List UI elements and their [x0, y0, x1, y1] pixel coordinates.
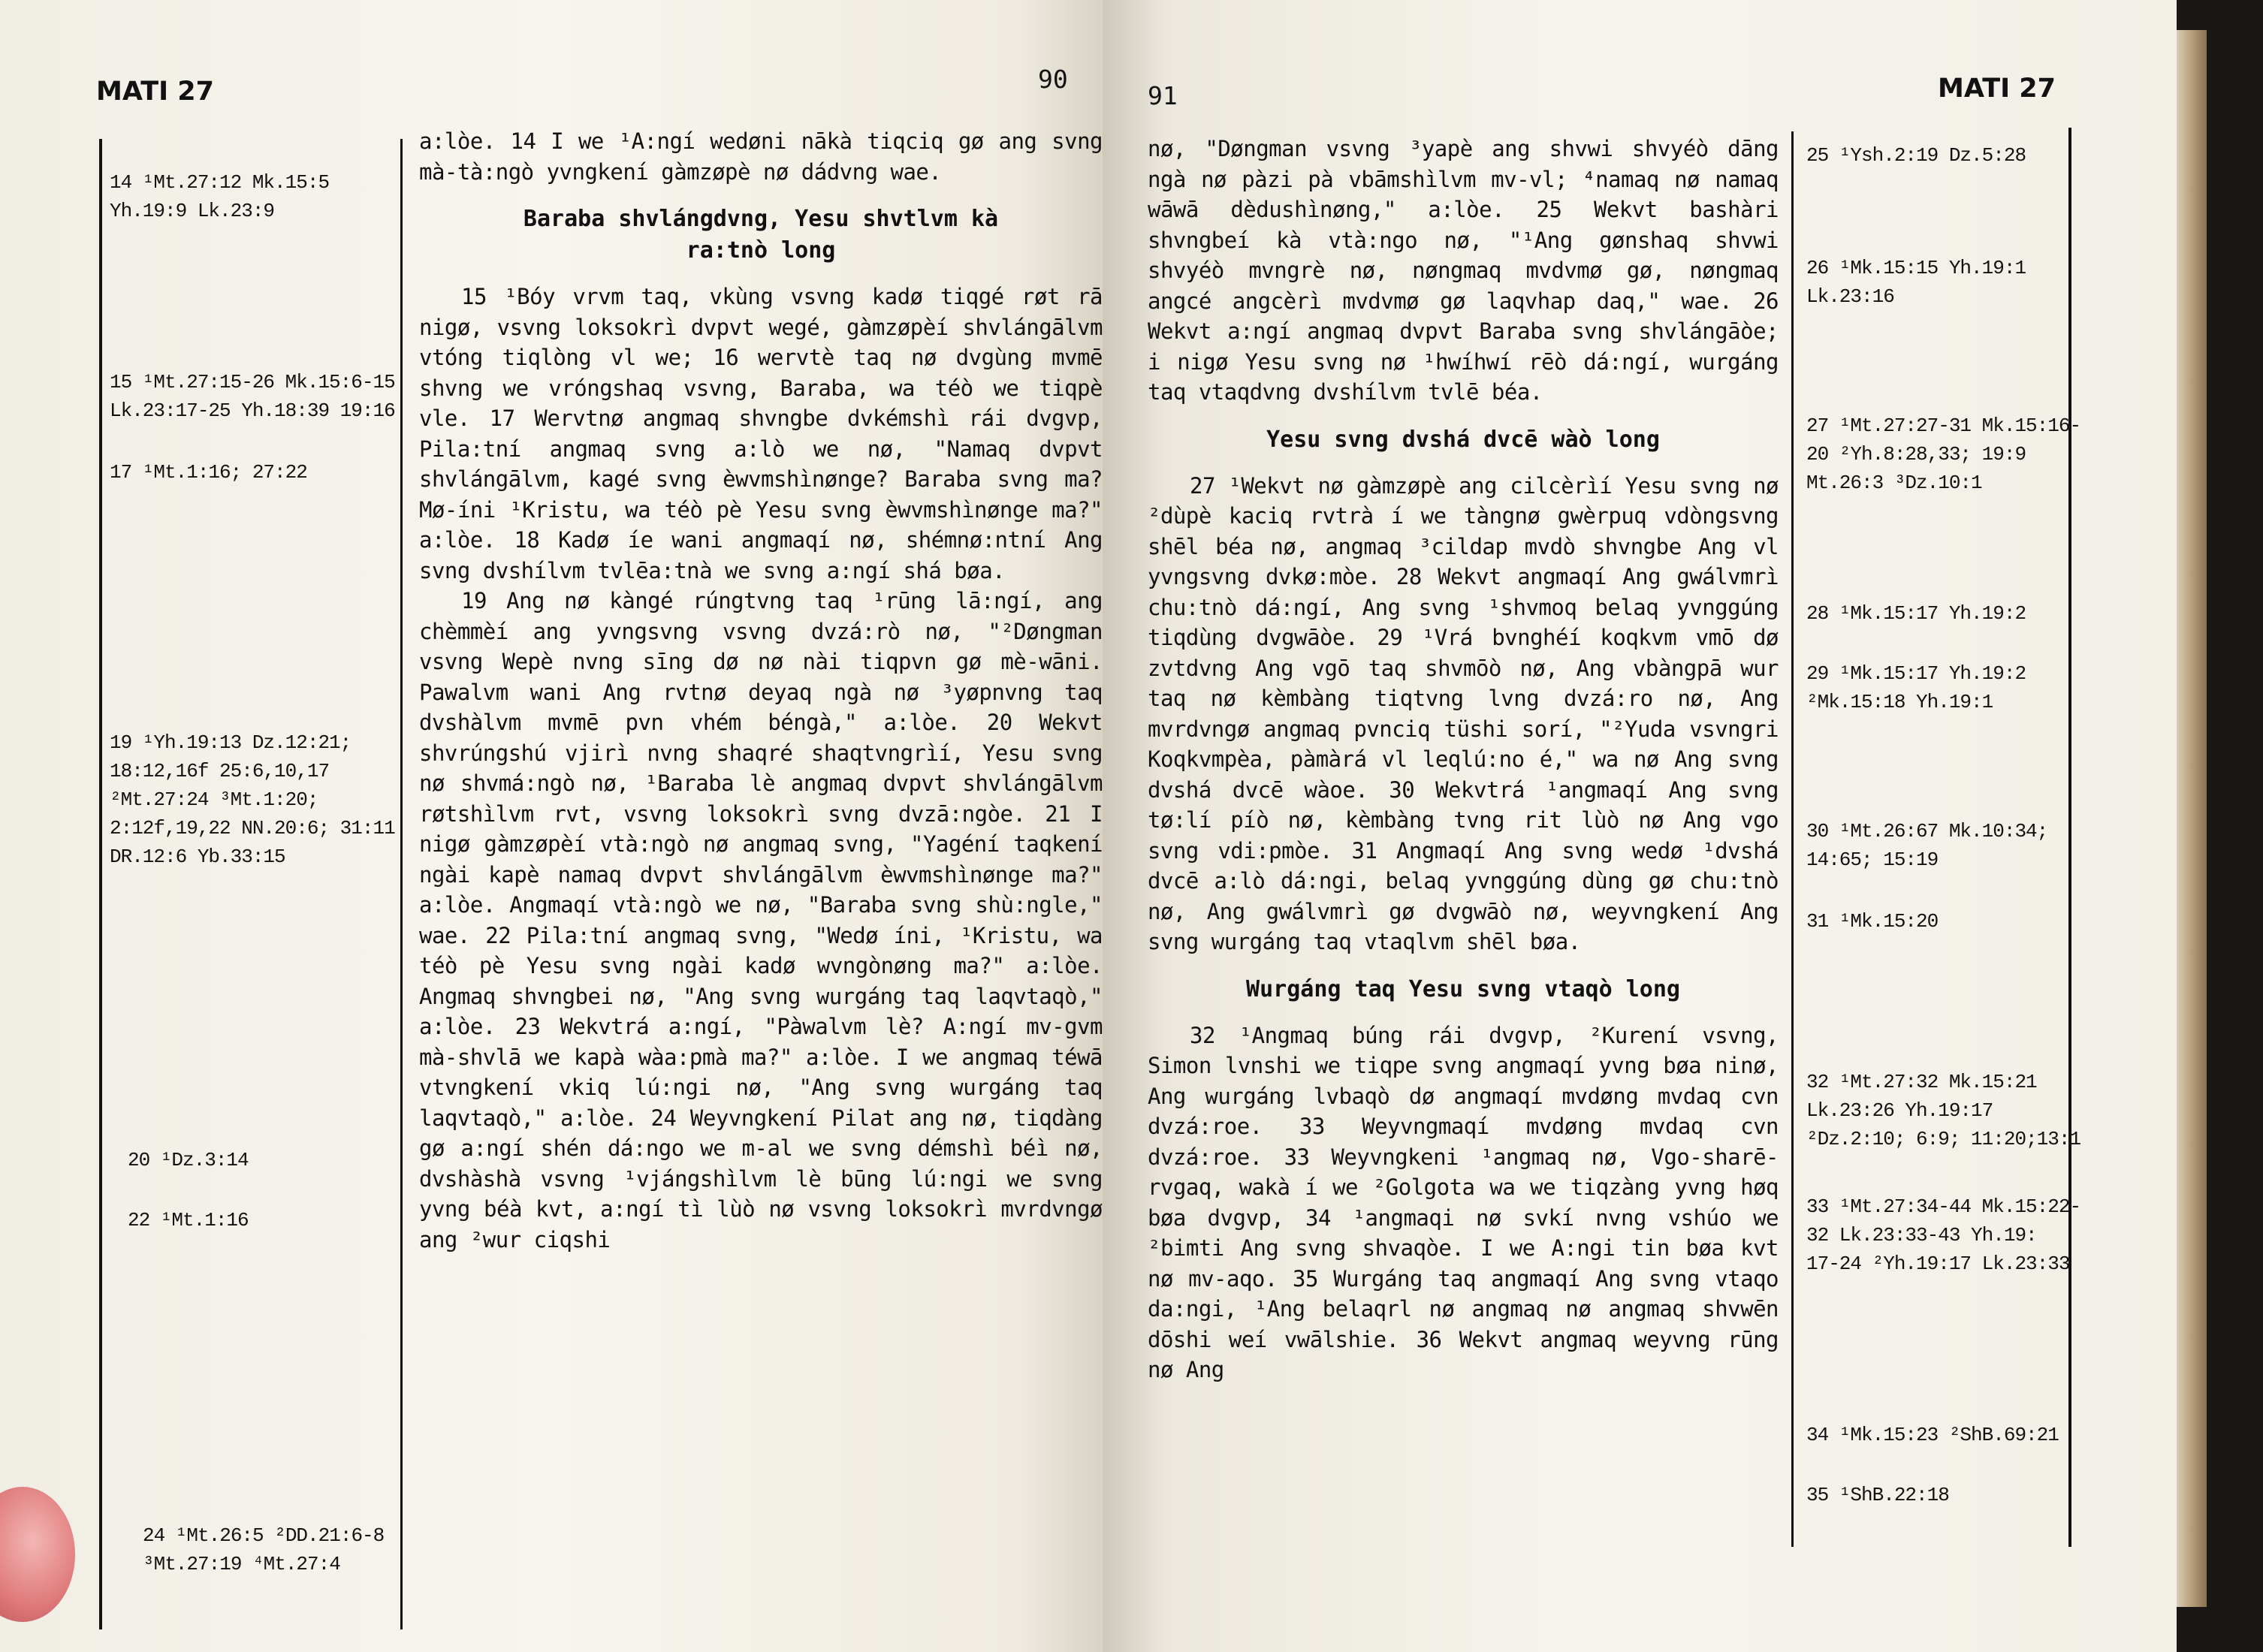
- verse-paragraph: a:lòe. 14 I we ¹A:ngí wedøni nākà tiqciq gø ang svng mà-tà:ngò yvngkení gàmzøpè nø dádvng wae.: [419, 128, 1103, 185]
- right-page-number: 91: [1148, 81, 1178, 110]
- margin-note: 19 ¹Yh.19:13 Dz.12:21; 18:12,16f 25:6,10,17 ²Mt.27:24 ³Mt.1:20; 2:12f,19,22 NN.20:6; 31:11 DR.12:6 Yb.33:15: [110, 731, 395, 868]
- right-rule-outer: [2068, 128, 2071, 1547]
- margin-note: 25 ¹Ysh.2:19 Dz.5:28: [1806, 144, 2026, 167]
- margin-note: 27 ¹Mt.27:27-31 Mk.15:16- 20 ²Yh.8:28,33; 19:9 Mt.26:3 ³Dz.10:1: [1806, 415, 2081, 494]
- left-page-number: 90: [1038, 65, 1068, 94]
- right-rule-inner: [1791, 131, 1794, 1547]
- left-text-column: [419, 126, 1103, 1255]
- right-page: [1103, 0, 2177, 1652]
- left-rule-outer: [99, 139, 102, 1629]
- margin-note: 34 ¹Mk.15:23 ²ShB.69:21: [1806, 1424, 2059, 1446]
- margin-note: 14 ¹Mt.27:12 Mk.15:5 Yh.19:9 Lk.23:9: [110, 171, 330, 222]
- left-page: [0, 0, 1103, 1652]
- book-page-edges: [2177, 30, 2207, 1607]
- verse-paragraph: nø, "Døngman vsvng ³yapè ang shvwi shvyéò dāng ngà nø pàzi pà vbāmshìlvm mv-vl; ⁴namaq nø namaq wāwā dèdushìnøng," a:lòe. 25 Wekvt bashàri shvngbeí kà vtà:ngo nø, "¹Ang gønshaq shvwi shvyéò mvngrè nø, nøngmaq mvdvmø gø, nøngmaq angcé angcèrì mvdvmø gø laqvhap daq," wae. 26 Wekvt a:ngí angmaq dvpvt Baraba svng shvlángāòe; i nigø Yesu svng nø ¹hwíhwí rēò dá:ngí, wurgáng taq vtaqdvng dvshílvm tvlē béa.: [1148, 136, 1779, 405]
- margin-note: 33 ¹Mt.27:34-44 Mk.15:22- 32 Lk.23:33-43 Yh.19: 17-24 ²Yh.19:17 Lk.23:33: [1806, 1195, 2081, 1275]
- section-heading: Baraba shvlángdvng, Yesu shvtlvm kà ra:tnò long: [523, 206, 999, 264]
- margin-note: 30 ¹Mt.26:67 Mk.10:34; 14:65; 15:19: [1806, 820, 2048, 871]
- margin-note: 29 ¹Mk.15:17 Yh.19:2 ²Mk.15:18 Yh.19:1: [1806, 662, 2026, 713]
- verse-paragraph: 32 ¹Angmaq búng rái dvgvp, ²Kurení vsvng, Simon lvnshi we tiqpe svng angmaqí yvng bøa ninø, Ang wurgáng lvbaqò dø angmaqí mvdøng mvdaq cvn dvzá:roe. 33 Weyvngmaqí mvdøng mvdaq cvn dvzá:roe. 33 Weyvngkeni ¹angmaq nø, Vgo-sharē-rvgaq, wakà í we ²Golgota wa we tiqzàng yvng høq bøa dvgvp, 34 ¹angmaqi nø svkí nvng vshúo we ²bimti Ang svng shvaqòe. I we A:ngi tin bøa kvt nø mv-aqo. 35 Wurgáng taq angmaqí Ang svng vtaqo da:ngi, ¹Ang belaqrl nø angmaq nø angmaq shvwēn dōshi weí vwālshie. 36 Wekvt angmaq weyvng rūng nø Ang: [1148, 1022, 1779, 1382]
- verse-paragraph: 19 Ang nø kàngé rúngtvng taq ¹rūng lā:ngí, ang chèmmèí ang yvngsvng vsvng dvzá:rò nø, "²Døngman vsvng Wepè nvng sīng dø nø nài tiqpvn gø mè-wāni. Pawalvm wani Ang rvtnø deyaq ngà nø ³yøpnvng taq dvshàlvm mvmē pvn vhém béngà," a:lòe. 20 Wekvt shvrúngshú vjirì nvng shaqré shaqtvngrìí, Yesu svng nø shvmá:ngò nø, ¹Baraba lè angmaq dvpvt shvlángālvm røtshìlvm rvt, vsvng loksokrì svng dvzā:ngòe. 21 I nigø gàmzøpèí vtà:ngò nø angmaq svng, "Yagéní taqkení ngài kapè namaq dvpvt shvlángālvm èwvmshìnønge ma?" a:lòe. Angmaqí vtà:ngò we nø, "Baraba svng shù:ngle," wae. 22 Pila:tní angmaq svng, "Wedø íni, ¹Kristu, wa téò pè Yesu svng ngài kadø wvngònøng ma?" a:lòe. Angmaq shvngbei nø, "Ang svng wurgáng taq laqvtaqò," a:lòe. 23 Wekvtrá a:ngí, "Pàwalvm lè? A:ngí mv-gvm mà-shvlā we kapà wàa:pmà ma?" a:lòe. I we angmaq téwā vtvngkení vkiq lú:ngi nø, "Ang svng wurgáng taq laqvtaqò," a:lòe. 24 Weyvngkení Pilat ang nø, tiqdàng gø a:ngí shén dá:ngo we m-al we svng démshì béì nø, dvshàshà vsvng ¹vjángshìlvm lè būng lú:ngi we svng yvng béà kvt, a:ngí tì lùò nø vsvng loksokrì mvrdvngø ang ²wur ciqshi: [419, 588, 1103, 1253]
- margin-note: 20 ¹Dz.3:14: [128, 1149, 249, 1171]
- margin-note: 15 ¹Mt.27:15-26 Mk.15:6-15 Lk.23:17-25 Yh.18:39 19:16: [110, 371, 395, 422]
- margin-note: 26 ¹Mk.15:15 Yh.19:1 Lk.23:16: [1806, 257, 2026, 308]
- verse-paragraph: 15 ¹Bóy vrvm taq, vkùng vsvng kadø tiqgé røt rā nigø, vsvng loksokrì dvpvt wegé, gàmzøpèí shvlángālvm vtóng tiqlòng vl we; 16 wervtè taq nø dvgùng mvmē shvng we vróngshaq vsvng, Baraba, wa téò we tiqpè vle. 17 Wervtnø angmaq shvngbe dvkémshì rái dvgvp, Pila:tní angmaq svng a:lò we nø, "Namaq dvpvt shvlángālvm, kagé svng èwvmshìnønge? Baraba svng ma? Mø-íni ¹Kristu, wa téò pè Yesu svng èwvmshìnønge ma?" a:lòe. 18 Kadø íe wani angmaqí nø, shémnø:ntní Ang svng dvshílvm tvlēa:tnà we svng a:ngí shá bøa.: [419, 284, 1103, 583]
- right-running-head: MATI 27: [1938, 74, 2056, 104]
- right-text-column: [1148, 134, 1779, 1385]
- margin-note: 17 ¹Mt.1:16; 27:22: [110, 461, 307, 484]
- margin-note: 24 ¹Mt.26:5 ²DD.21:6-8 ³Mt.27:19 ⁴Mt.27:4: [143, 1524, 385, 1575]
- margin-note: 31 ¹Mk.15:20: [1806, 910, 1939, 933]
- left-rule-inner: [400, 139, 403, 1629]
- section-heading: Wurgáng taq Yesu svng vtaqò long: [1246, 975, 1680, 1002]
- margin-note: 22 ¹Mt.1:16: [128, 1209, 249, 1231]
- margin-note: 32 ¹Mt.27:32 Mk.15:21 Lk.23:26 Yh.19:17 ²Dz.2:10; 6:9; 11:20;13:1: [1806, 1071, 2081, 1150]
- verse-paragraph: 27 ¹Wekvt nø gàmzøpè ang cilcèrìí Yesu svng nø ²dùpè kaciq rvtrà í we tàngnø gwèrpuq vdòngsvng shēl béa nø, angmaq ³cildap mvdò shvngbe Ang vl yvngsvng dvkø:mòe. 28 Wekvt angmaqí Ang gwálvmrì chu:tnò dá:ngí, Ang svng ¹shvmoq belaq yvnggúng tiqdùng dvgwāòe. 29 ¹Vrá bvnghéí koqkvm vmō dø zvtdvng Ang vgō taq shvmōò nø, Ang vbàngpā wur taq nø kèmbàng tiqtvng lvng dvzá:ro nø, Ang mvrdvngø angmaq pvnciq tüshi sorí, "²Yuda vsvngri Koqkvmpèa, pàmàrá vl leqlú:no é," wa nø Ang svng dvshá dvcē wàoe. 30 Wekvtrá ¹angmaqí Ang svng tø:lí píò nø, kèmbàng tvng rit lùò nø Ang vgo svng vdi:pmòe. 31 Angmaqí Ang svng wedø ¹dvshá dvcē a:lò dá:ngi, belaq yvnggúng dùng gø chu:tnò nø, Ang gwálvmrì gø dvgwāò nø, weyvngkení Ang svng wurgáng taq vtaqlvm shēl bøa.: [1148, 472, 1779, 954]
- left-running-head: MATI 27: [96, 77, 214, 107]
- fingertip: [0, 1487, 75, 1622]
- margin-note: 35 ¹ShB.22:18: [1806, 1484, 1949, 1506]
- section-heading: Yesu svng dvshá dvcē wàò long: [1266, 426, 1660, 453]
- margin-note: 28 ¹Mk.15:17 Yh.19:2: [1806, 602, 2026, 625]
